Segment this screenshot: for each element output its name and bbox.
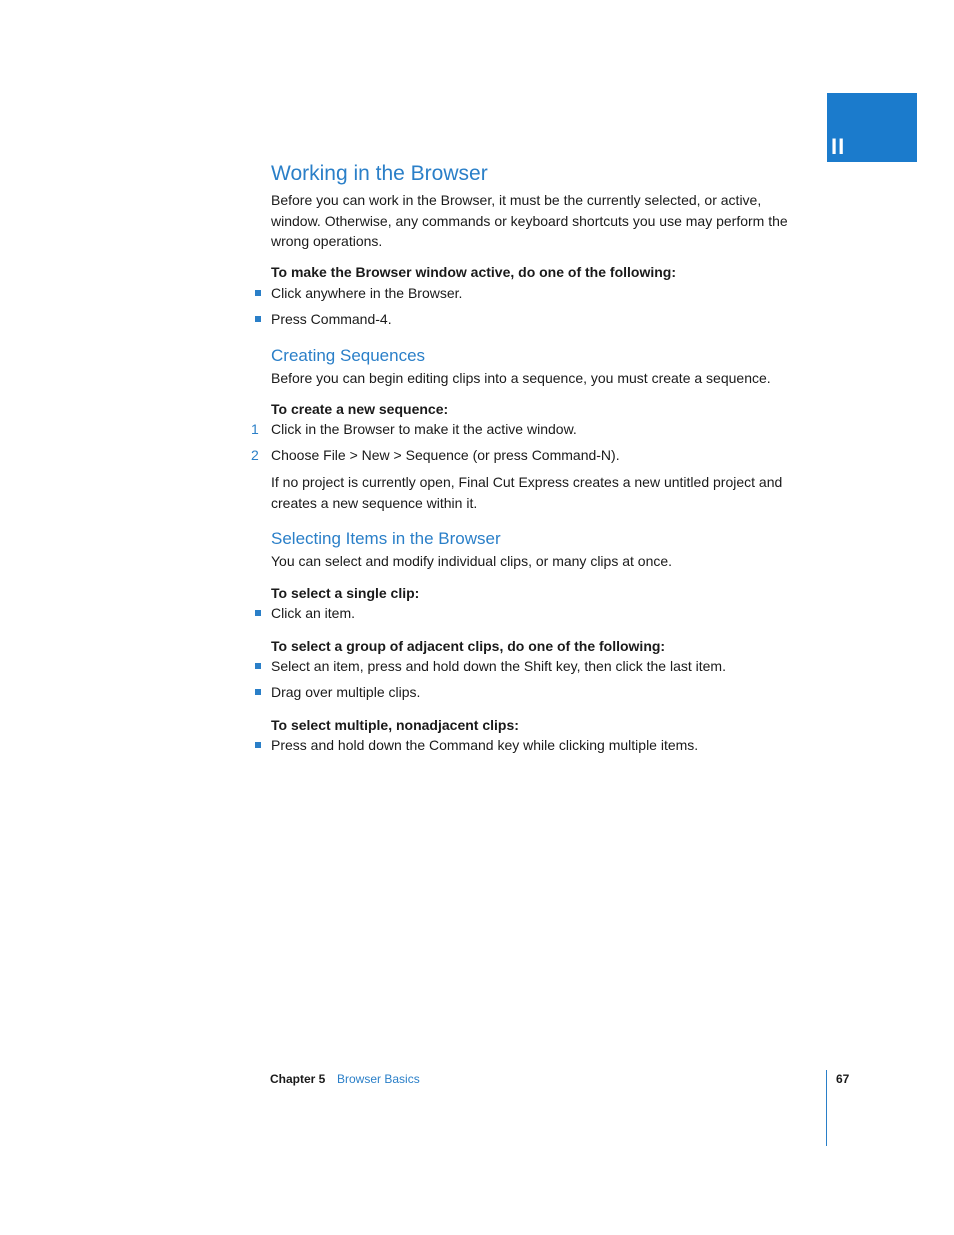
list-item: Click an item.: [271, 603, 811, 623]
step-number: 2: [251, 447, 259, 463]
procedure-lead: To select a single clip:: [271, 584, 420, 601]
bullet-list: [271, 603, 811, 623]
bullet-icon: [255, 689, 261, 695]
section-heading-creating-sequences: Creating Sequences: [271, 345, 426, 365]
numbered-steps: [251, 419, 811, 465]
bullet-icon: [255, 610, 261, 616]
step-item: 2 Choose File > New > Sequence (or press Command-N).: [251, 447, 620, 463]
bullet-list: [271, 283, 811, 329]
footer-rule: [826, 1070, 827, 1146]
section-intro: Before you can begin editing clips into a sequence, you must create a sequence.: [271, 369, 771, 386]
list-item: Press and hold down the Command key while clicking multiple items.: [271, 735, 811, 755]
list-item: Click anywhere in the Browser.: [271, 283, 811, 303]
section-intro: You can select and modify individual clips, or many clips at once.: [271, 553, 673, 569]
footer-chapter-title: Browser Basics: [337, 1072, 420, 1086]
footer-chapter-label: Chapter 5: [270, 1072, 326, 1086]
section-intro: Before you can work in the Browser, it must be the currently selected, or active, window. Otherwise, any commands or keyboard shortcuts you use may perform the wrong operations.: [271, 192, 788, 249]
section-heading-working-in-browser: Working in the Browser: [271, 162, 488, 185]
bullet-list: [271, 656, 811, 702]
bullet-icon: [255, 290, 261, 296]
procedure-lead: To create a new sequence:: [271, 401, 449, 417]
page-number: 67: [836, 1072, 850, 1086]
part-tab: [827, 93, 917, 162]
page-content: [251, 160, 811, 755]
section-heading-selecting-items: Selecting Items in the Browser: [271, 529, 501, 548]
list-item: Drag over multiple clips.: [271, 682, 811, 702]
list-item: Press Command-4.: [271, 309, 811, 329]
procedure-lead: To make the Browser window active, do one of the following:: [271, 263, 676, 280]
list-item: Select an item, press and hold down the Shift key, then click the last item.: [271, 656, 811, 676]
bullet-icon: [255, 663, 261, 669]
step-number: 1: [251, 421, 259, 437]
part-tab-label: II: [831, 134, 846, 159]
procedure-lead: To select multiple, nonadjacent clips:: [271, 716, 519, 733]
step-note: If no project is currently open, Final Cut Express creates a new untitled project and creates a new sequence within it.: [271, 474, 783, 511]
bullet-icon: [255, 742, 261, 748]
bullet-list: [271, 735, 811, 755]
procedure-lead: To select a group of adjacent clips, do one of the following:: [271, 637, 666, 654]
bullet-icon: [255, 316, 261, 322]
step-item: 1 Click in the Browser to make it the active window.: [251, 421, 577, 437]
